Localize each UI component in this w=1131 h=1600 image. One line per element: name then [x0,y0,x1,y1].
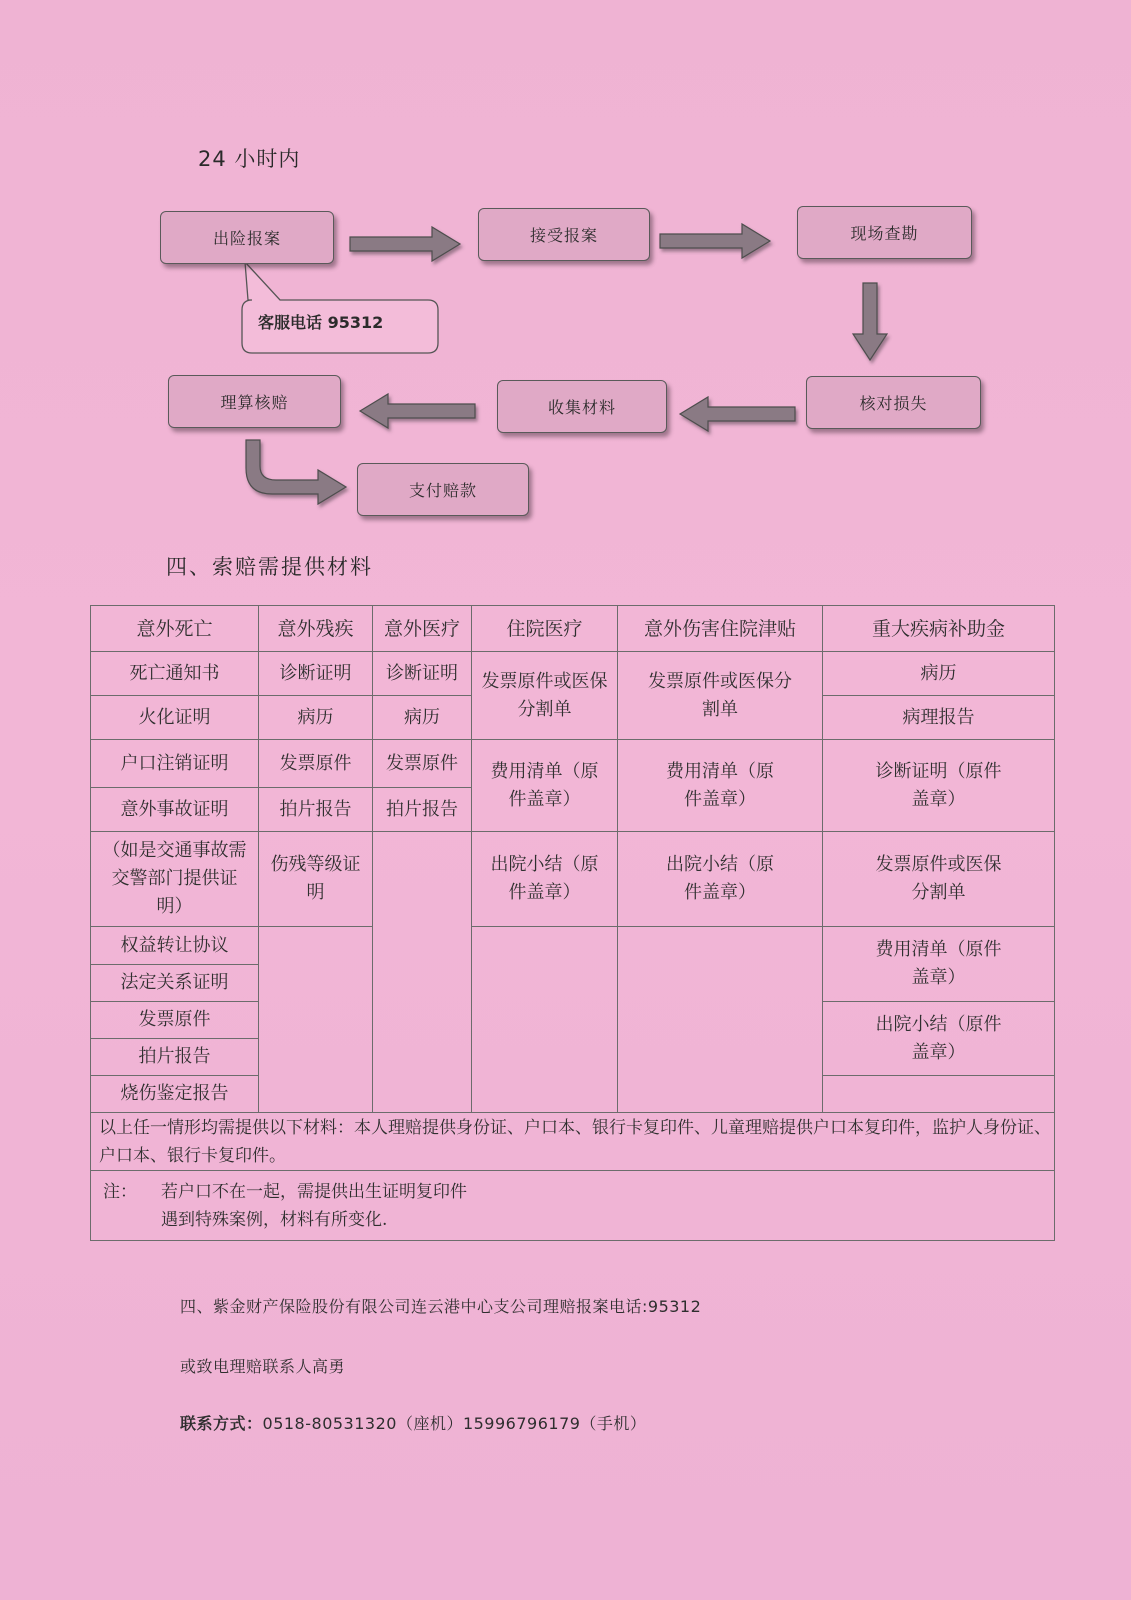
table-cell: 费用清单（原件盖章） [618,740,823,832]
table-cell: 病历 [373,696,472,740]
header-cell: 重大疾病补助金 [823,606,1055,652]
table-cell: 病历 [823,652,1055,696]
table-row [91,832,1055,927]
table-cell: 诊断证明 [259,652,373,696]
step-survey: 现场查勘 [797,206,972,259]
table-cell: 拍片报告 [259,788,373,832]
table-cell: 病历 [259,696,373,740]
note-label: 注： [103,1181,137,1202]
table-cell: 拍片报告 [91,1039,259,1076]
arrow-left-1 [680,397,795,431]
table-cell: 火化证明 [91,696,259,740]
table-row [91,740,1055,788]
empty-cell [618,927,823,1113]
arrow-curved [246,440,346,504]
table-row [91,927,1055,965]
empty-cell [373,832,472,1113]
header-cell: 意外医疗 [373,606,472,652]
table-cell: 伤残等级证明 [259,832,373,927]
step-collect: 收集材料 [497,380,667,433]
footer-contact [180,1411,646,1434]
table-cell: 发票原件或医保分割单 [472,652,618,740]
table-cell: 发票原件 [91,1002,259,1039]
section-title: 四、索赔需提供材料 [166,555,373,579]
contact-label: 联系方式： [180,1414,263,1433]
empty-cell [472,927,618,1113]
claims-materials-table [90,605,1055,1241]
table-header-row [91,606,1055,652]
table-cell: 出院小结（原件盖章） [618,832,823,927]
table-cell: 发票原件 [373,740,472,788]
step-report: 出险报案 [160,211,334,264]
contact-value: 0518-80531320（座机）15996796179（手机） [262,1414,647,1433]
step-verify: 核对损失 [806,376,981,429]
table-cell: 费用清单（原件盖章） [823,927,1055,1002]
table-cell: 拍片报告 [373,788,472,832]
step-settle: 理算核赔 [168,375,341,428]
table-cell: （如是交通事故需交警部门提供证明） [91,832,259,927]
callout-phone: 客服电话 95312 [258,313,384,332]
callout-bubble [0,0,1131,400]
footer-phone-line: 四、紫金财产保险股份有限公司连云港中心支公司理赔报案电话:95312 [180,1297,702,1316]
table-row [91,1113,1055,1171]
table-cell: 费用清单（原件盖章） [472,740,618,832]
step-pay: 支付赔款 [357,463,529,516]
table-row [91,1171,1055,1241]
table-row [91,652,1055,696]
table-cell: 意外事故证明 [91,788,259,832]
table-cell: 诊断证明 [373,652,472,696]
table-cell: 法定关系证明 [91,965,259,1002]
header-cell: 意外死亡 [91,606,259,652]
step-accept: 接受报案 [478,208,650,261]
table-cell: 诊断证明（原件盖章） [823,740,1055,832]
note-line: 遇到特殊案例，材料有所变化. [161,1209,388,1230]
empty-cell [259,927,373,1113]
table-cell: 出院小结（原件盖章） [823,1002,1055,1076]
footer-contact-person: 或致电理赔联系人高勇 [180,1357,346,1376]
table-cell: 户口注销证明 [91,740,259,788]
flow-heading: 24 小时内 [198,147,301,171]
table-cell: 发票原件 [259,740,373,788]
table-cell: 病理报告 [823,696,1055,740]
header-cell: 意外伤害住院津贴 [618,606,823,652]
table-cell: 烧伤鉴定报告 [91,1076,259,1113]
note-line: 若户口不在一起，需提供出生证明复印件 [161,1181,467,1202]
table-cell: 发票原件或医保分割单 [618,652,823,740]
table-cell: 权益转让协议 [91,927,259,965]
table-cell: 出院小结（原件盖章） [472,832,618,927]
header-cell: 意外残疾 [259,606,373,652]
table-cell: 发票原件或医保分割单 [823,832,1055,927]
empty-cell [823,1076,1055,1113]
table-cell: 死亡通知书 [91,652,259,696]
header-cell: 住院医疗 [472,606,618,652]
note-cell [91,1171,1055,1241]
common-materials-note: 以上任一情形均需提供以下材料：本人理赔提供身份证、户口本、银行卡复印件、儿童理赔提供户口本复印件，监护人身份证、户口本、银行卡复印件。 [91,1113,1055,1171]
